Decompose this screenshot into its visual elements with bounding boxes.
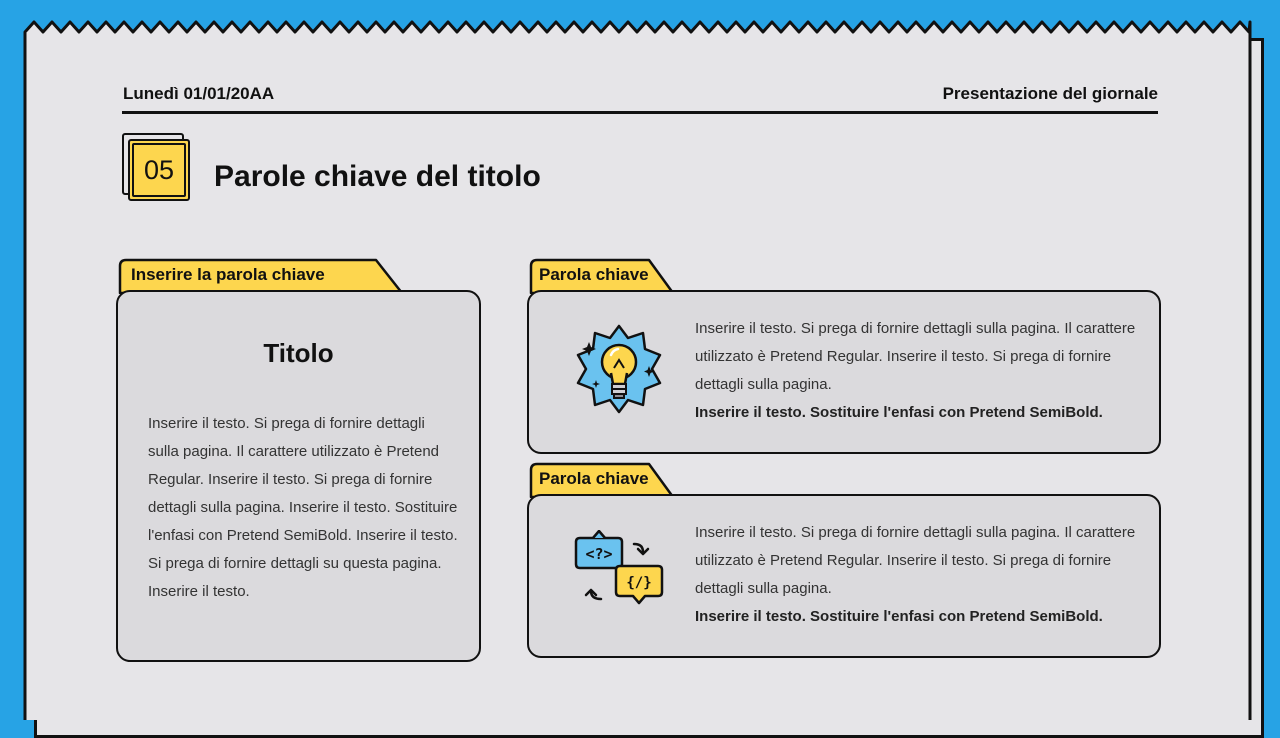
header-publication: Presentazione del giornale (942, 84, 1158, 103)
card-title: Titolo (263, 338, 334, 368)
header-divider (122, 111, 1158, 114)
keyword-card-2-emphasis: Inserire il testo. Sostituire l'enfasi con Pretend SemiBold. (695, 608, 1103, 625)
keyword-card-1-emphasis: Inserire il testo. Sostituire l'enfasi con Pretend SemiBold. (695, 404, 1103, 421)
keyword-tab-2-label: Parola chiave (539, 469, 649, 488)
keyword-card-2-text (695, 519, 1145, 631)
svg-text:{/}: {/} (626, 575, 652, 591)
keyword-card-2 (527, 494, 1161, 658)
card-body-text: Inserire il testo. Si prega di fornire dettagli sulla pagina. Il carattere utilizzato è Pretend Regular. Inserire il testo. Si prega di fornire dettagli sulla pagina. Inserire il testo. Sostituire l'enfasi con Pretend SemiBold. Inserire il testo. Si prega di fornire dettagli su questa pagina. Inserire il testo. (148, 415, 458, 600)
section-number: 05 (132, 143, 186, 197)
page-title: Parole chiave del titolo (214, 160, 541, 193)
header-date: Lunedì 01/01/20AA (123, 84, 275, 103)
keyword-card-1-body: Inserire il testo. Si prega di fornire dettagli sulla pagina. Il carattere utilizzato è Pretend Regular. Inserire il testo. Si prega di fornire dettagli sulla pagina. (695, 320, 1136, 393)
left-keyword-tab-label: Inserire la parola chiave (131, 265, 325, 284)
svg-text:<?>: <?> (585, 545, 613, 563)
keyword-card-1 (527, 290, 1161, 454)
keyword-card-2-body: Inserire il testo. Si prega di fornire dettagli sulla pagina. Il carattere utilizzato è Pretend Regular. Inserire il testo. Si prega di fornire dettagli sulla pagina. (695, 524, 1136, 597)
keyword-card-1-text (695, 315, 1145, 427)
code-translate-icon (571, 530, 667, 620)
lightbulb-icon (571, 322, 667, 418)
keyword-tab-1-label: Parola chiave (539, 265, 649, 284)
left-content-card (116, 290, 481, 662)
